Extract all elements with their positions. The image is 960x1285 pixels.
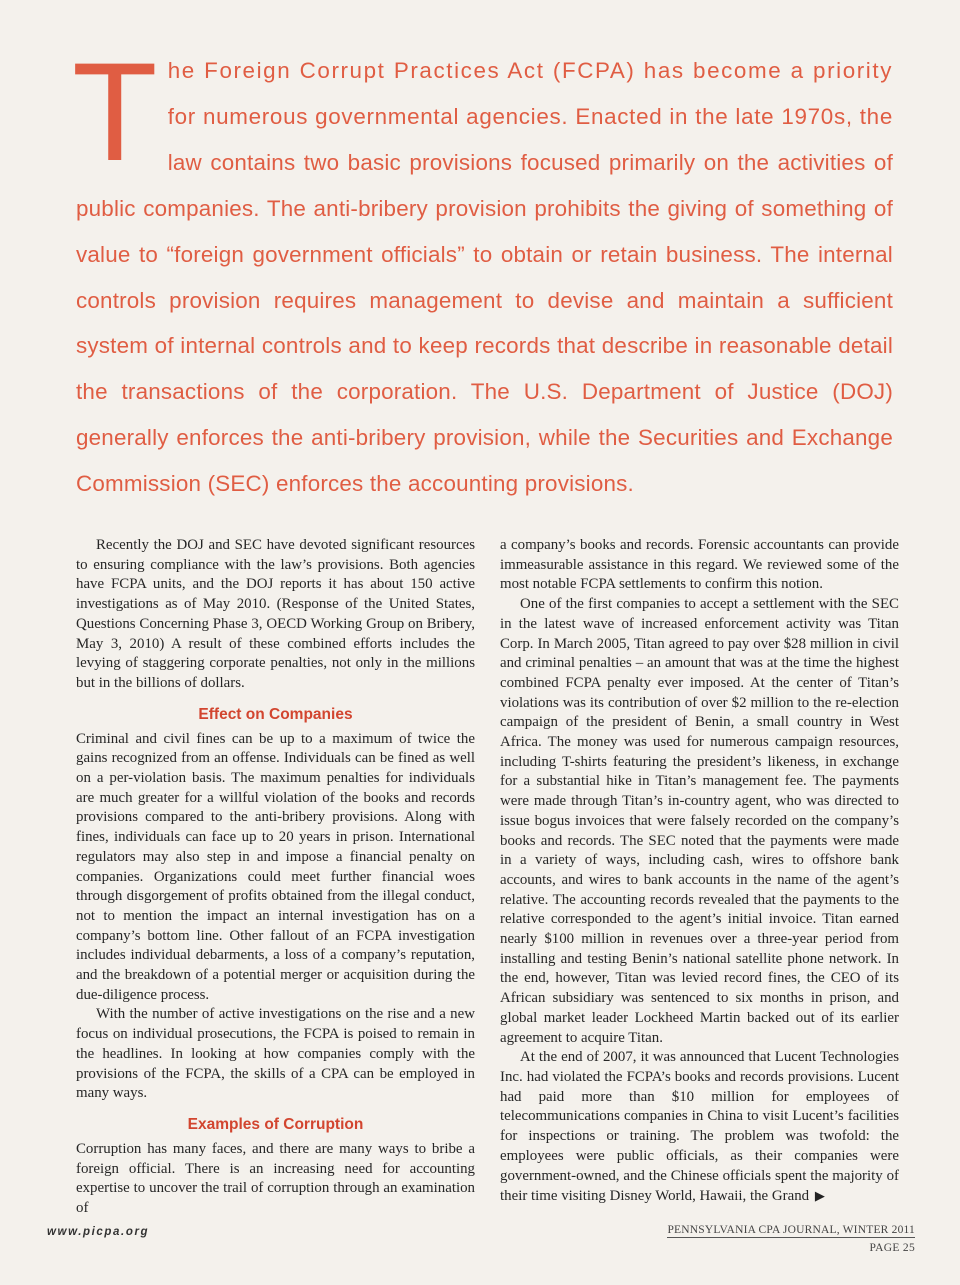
journal-name: PENNSYLVANIA CPA JOURNAL, WINTER 2011 xyxy=(667,1224,915,1236)
continue-arrow-icon: ▶ xyxy=(814,1188,825,1204)
footer-website: www.picpa.org xyxy=(47,1226,150,1238)
paragraph: Corruption has many faces, and there are many ways to bribe a foreign official. There is an increasing need for accounting expertise to uncover the trail of corruption through an examination of xyxy=(76,1140,475,1217)
paragraph: Criminal and civil fines can be up to a maximum of twice the gains recognized from an offense. Individuals can be fined as well on a per-violation basis. The maximum penalties for individuals are much greater for a willful violation of the books and records provisions compared to the anti-bribery provisions. Along with fines, individuals can face up to 20 years in prison. International regulators may also step in and impose a financial penalty on companies. Organizations could meet further financial woes through disgorgement of profits obtained from the illegal conduct, not to mention the impact an internal investigation has on a company’s bottom line. Other fallout of an FCPA investigation includes individual debarments, a loss of a company’s reputation, and the breakdown of a potential merger or acquisition during the due-diligence process. xyxy=(76,730,475,1003)
intro-line-2: for numerous governmental agencies. Enacted in the late 1970s, the xyxy=(167,103,893,129)
intro-rest: law contains two basic provisions focused primarily on the activities of public companies. The anti-bribery provision prohibits the giving of something of value to “foreign government officials” to obtain or retain business. The internal controls provision requires management to devise and maintain a sufficient system of internal controls and to keep records that describe in reasonable detail the transactions of the corporation. The U.S. Department of Justice (DOJ) generally enforces the anti-bribery provision, while the Securities and Exchange Commission (SEC) enforces the accounting provisions. xyxy=(76,149,893,497)
section-heading-examples-of-corruption: Examples of Corruption xyxy=(187,1115,364,1133)
intro-line-1: he Foreign Corrupt Practices Act (FCPA) has become a priority xyxy=(167,58,893,83)
right-column xyxy=(500,536,899,1207)
footer-journal-info xyxy=(667,1224,915,1254)
page-number: PAGE 25 xyxy=(869,1242,915,1254)
drop-cap: T xyxy=(72,33,158,190)
paragraph xyxy=(500,1048,899,1207)
intro-lead xyxy=(72,33,893,507)
paragraph: One of the first companies to accept a settlement with the SEC in the latest wave of increased enforcement activity was Titan Corp. In March 2005, Titan agreed to pay over $28 million in civil and criminal penalties – an amount that was at the time the highest combined FCPA penalty ever imposed. At the center of Titan’s violations was its contribution of over $2 million to the re-election campaign of the president of Benin, a small country in West Africa. The money was used for numerous campaign resources, including T-shirts featuring the president’s likeness, in exchange for a substantial hike in Titan’s management fee. The payments were made through Titan’s in-country agent, who was directed to issue bogus invoices that were falsely recorded on the company’s books and records. The SEC noted that the payments were made in a variety of ways, including cash, wires to offshore bank accounts, and wires to bank accounts in the name of the agent’s relative. The accounting records revealed that the payments to the relative corresponded to the agent’s initial invoice. Titan earned nearly $100 million in revenues over a three-year period from installing and testing Benin’s national satellite phone network. In the end, however, Titan was levied record fines, the CEO of its African subsidiary was sentenced to six months in prison, and global market leader Lockheed Martin backed out of its earlier agreement to acquire Titan. xyxy=(500,596,899,1046)
paragraph: Recently the DOJ and SEC have devoted significant resources to ensuring compliance with the law’s provisions. Both agencies have FCPA units, and the DOJ reports it has about 150 active investigations as of May 2010. (Response of the United States, Questions Concerning Phase 3, OECD Working Group on Bribery, May 3, 2010) A result of these combined efforts includes the levying of staggering corporate penalties, not only in the millions but in the billions of dollars. xyxy=(76,537,475,691)
paragraph-text: At the end of 2007, it was announced that Lucent Technologies Inc. had violated the FCPA’s books and records provisions. Lucent had paid more than $10 million for employees of telecommunications companies in China to visit Lucent’s facilities for inspections or training. The problem was twofold: the employees were public officials, as their companies were government-owned, and the Chinese officials spent the majority of their time visiting Disney World, Hawaii, the Grand xyxy=(500,1049,899,1205)
paragraph: a company’s books and records. Forensic accountants can provide immeasurable assistance in this regard. We reviewed some of the most notable FCPA settlements to confirm this notion. xyxy=(500,537,899,593)
section-heading-effect-on-companies: Effect on Companies xyxy=(198,705,353,723)
paragraph: With the number of active investigations on the rise and a new focus on individual prosecutions, the FCPA is poised to remain in the headlines. In looking at how companies comply with the provisions of the FCPA, the skills of a CPA can be employed in many ways. xyxy=(76,1006,475,1102)
left-column xyxy=(76,536,475,1219)
